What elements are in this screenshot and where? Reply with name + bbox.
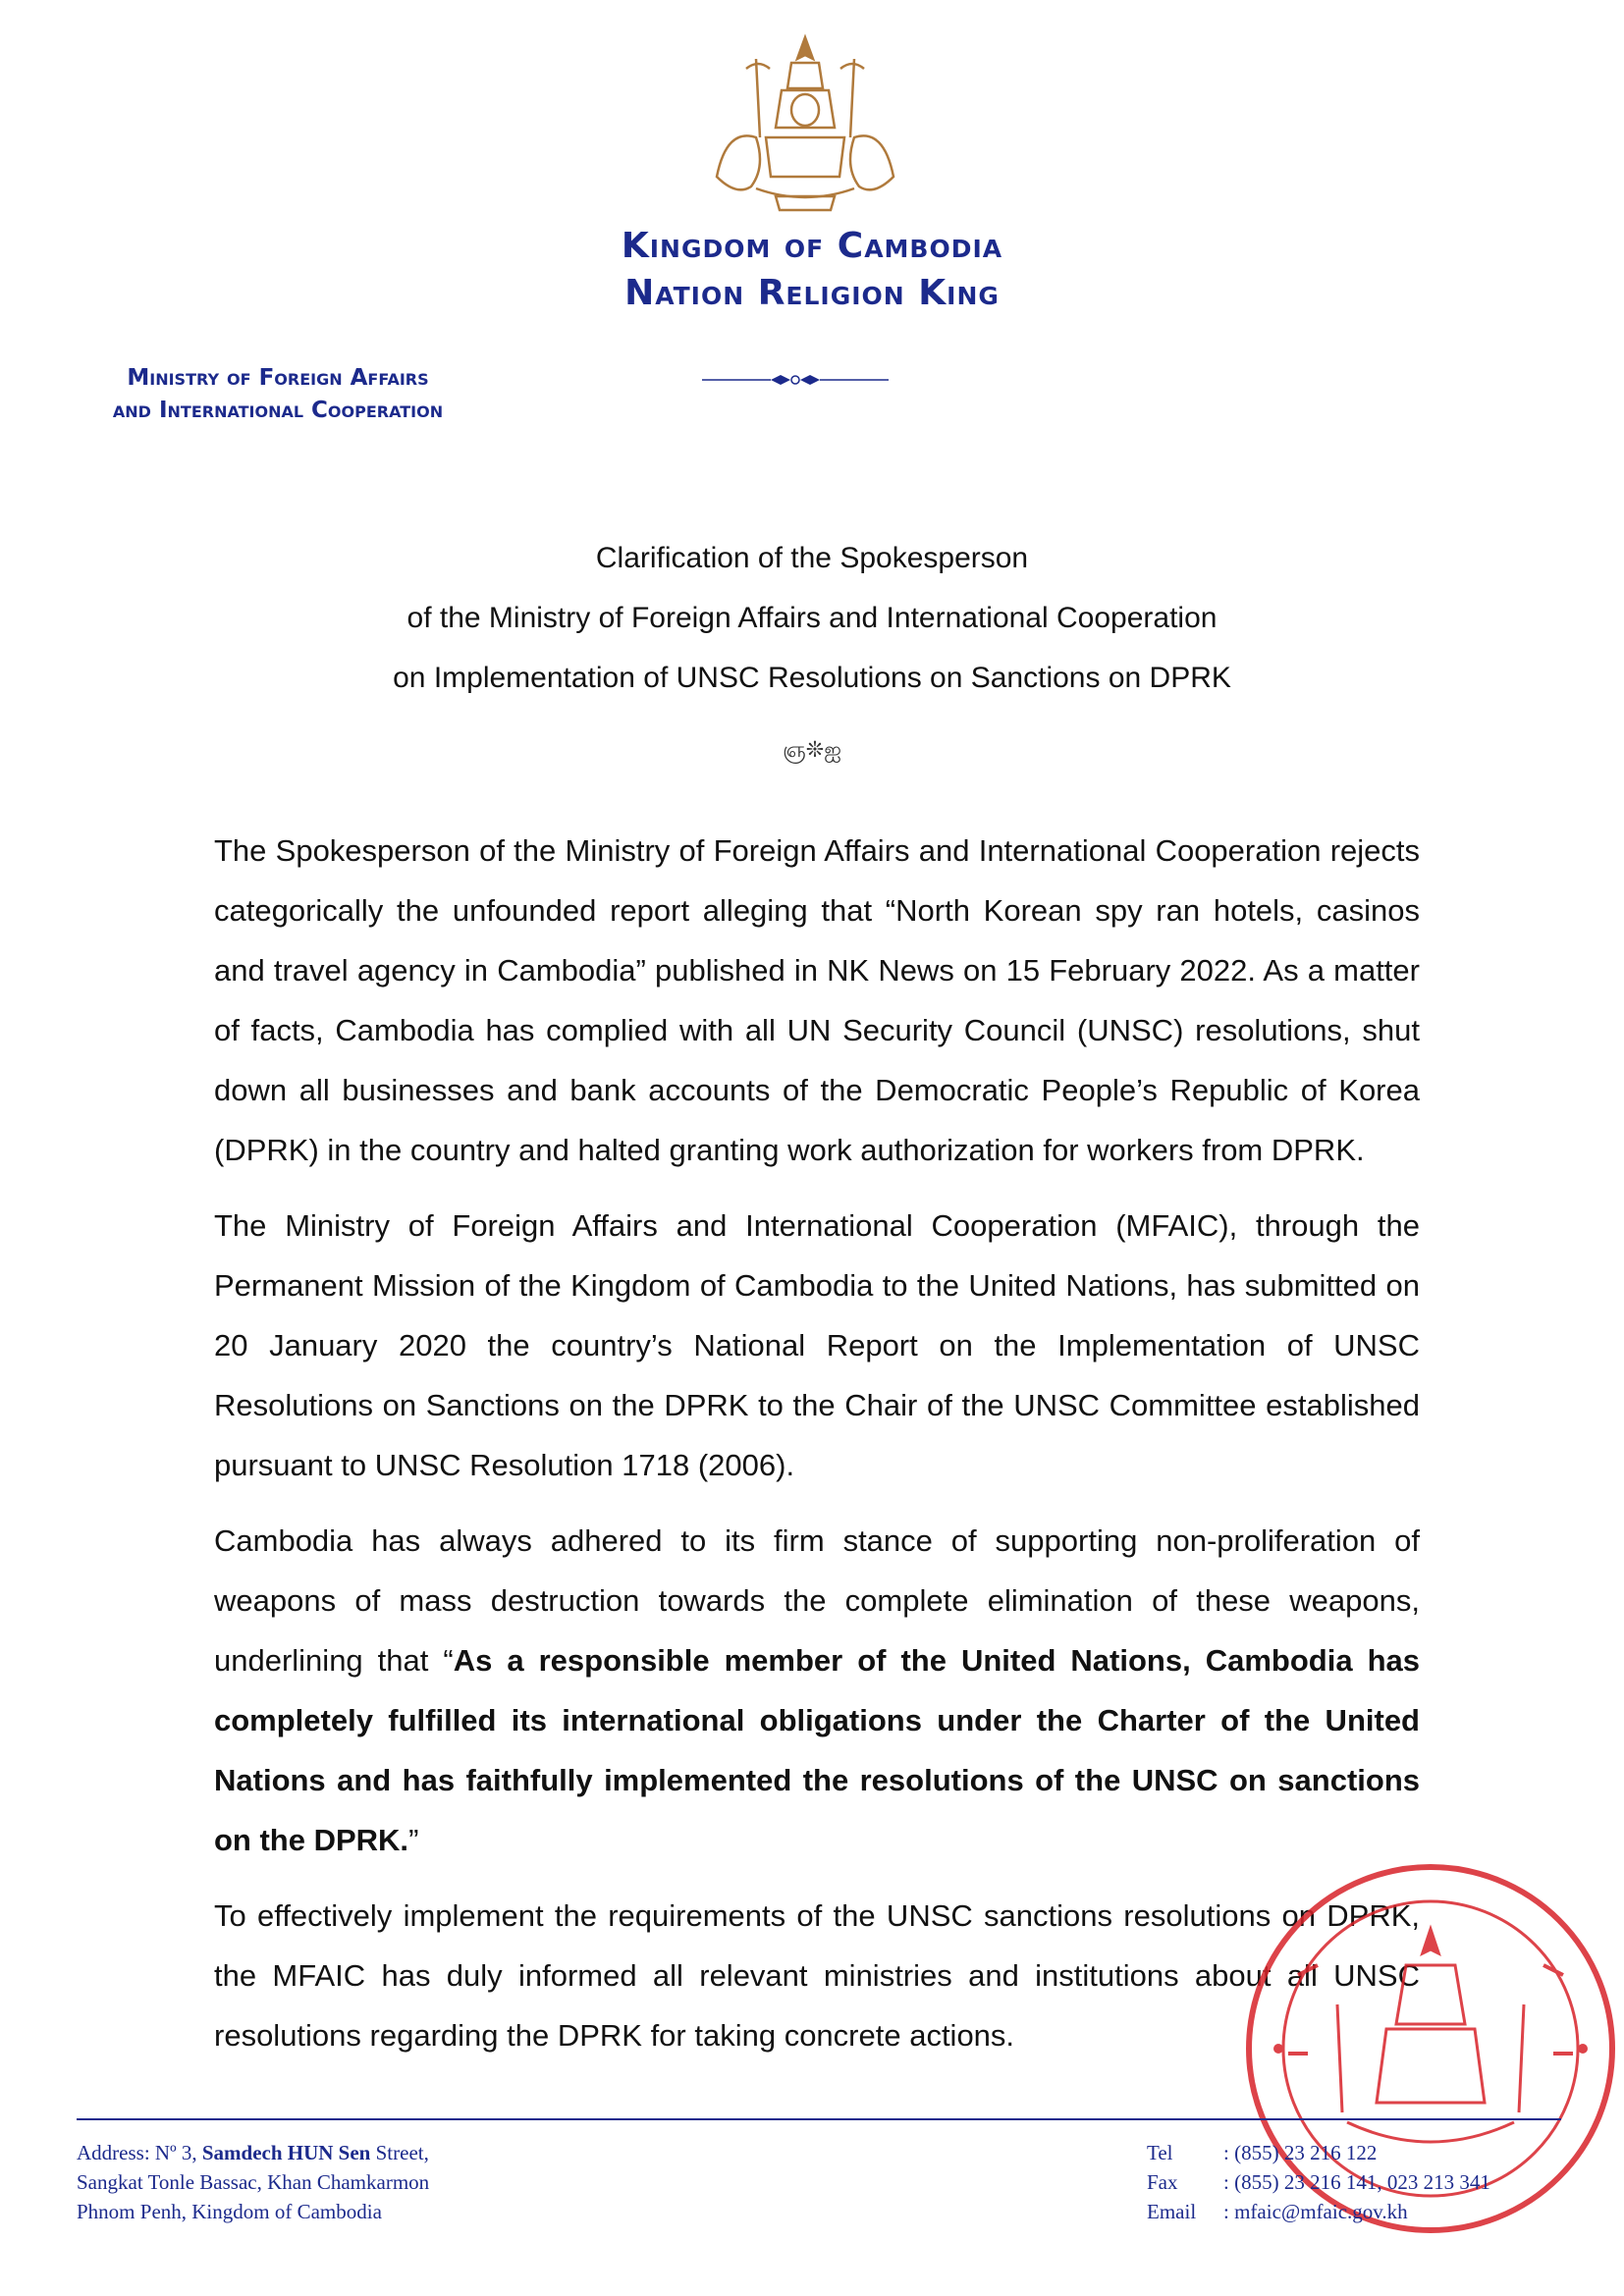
paragraph-3 [214,1511,1420,1870]
address-street: Samdech HUN Sen [201,2141,371,2164]
paragraph-1: The Spokesperson of the Ministry of Foreign Affairs and International Cooperation rejects categorically the unfounded report alleging that “North Korean spy ran hotels, casinos and travel agency in Cambodia” published in NK News on 15 February 2022. As a matter of facts, Cambodia has complied with all UN Security Council (UNSC) resolutions, shut down all businesses and bank accounts of the Democratic People’s Republic of Korea (DPRK) in the country and halted granting work authorization for workers from DPRK. [214,833,1420,1167]
title-line-3: on Implementation of UNSC Resolutions on Sanctions on DPRK [393,662,1231,694]
paragraph-3-end: ” [408,1823,419,1857]
fax-value: : (855) 23 216 141, 023 213 341 [1223,2170,1490,2194]
email-label: Email [1147,2200,1197,2223]
fax-label: Fax [1147,2170,1178,2194]
footer-address [77,2138,429,2226]
email-row [1147,2197,1490,2226]
footer-contact [1147,2138,1490,2226]
title-line-2: of the Ministry of Foreign Affairs and International Cooperation [406,602,1218,634]
paragraph-4: To effectively implement the requirements of the UNSC sanctions resolutions on DPRK, the MFAIC has duly informed all relevant ministries and institutions about all UNSC resolutions regarding the DPRK for taking concrete actions. [214,1898,1420,2053]
ministry-name-line1: Ministry of Foreign Affairs [127,365,429,391]
address-prefix: Address: Nº 3, [77,2141,202,2164]
tel-label: Tel [1147,2141,1173,2164]
header-divider-ornament-icon [702,369,889,391]
address-line-3: Phnom Penh, Kingdom of Cambodia [77,2200,382,2223]
paragraph-3-text: Cambodia has always adhered to its firm stance of supporting non-proliferation of weapons of mass destruction towards the complete elimination of these weapons, underlining that “ [214,1523,1420,1678]
title-ornament-icon: ஞ❊ஐ [783,738,841,763]
kingdom-title: Kingdom of Cambodia [621,226,1003,266]
address-line-1 [77,2138,429,2167]
title-line-1: Clarification of the Spokesperson [595,542,1029,574]
ministry-name-line2: and International Cooperation [112,398,444,423]
fax-row [1147,2167,1490,2197]
royal-emblem [697,29,913,216]
national-motto: Nation Religion King [624,273,1000,313]
address-line-2: Sangkat Tonle Bassac, Khan Chamkarmon [77,2170,430,2194]
paragraph-2: The Ministry of Foreign Affairs and International Cooperation (MFAIC), through the Permanent Mission of the Kingdom of Cambodia to the United Nations, has submitted on 20 January 2020 the country’s National Report on the Implementation of UNSC Resolutions on Sanctions on the DPRK to the Chair of the UNSC Committee established pursuant to UNSC Resolution 1718 (2006). [214,1208,1420,1482]
footer-divider [77,2118,1561,2120]
email-value[interactable]: : mfaic@mfaic.gov.kh [1223,2200,1408,2223]
tel-value: : (855) 23 216 122 [1223,2141,1378,2164]
tel-row [1147,2138,1490,2167]
paragraph-3-quote: As a responsible member of the United Nations, Cambodia has completely fulfilled its international obligations under the Charter of the United Nations and has faithfully implemented the resolutions of the UNSC on sanctions on the DPRK. [214,1643,1420,1857]
address-suffix: Street, [370,2141,429,2164]
